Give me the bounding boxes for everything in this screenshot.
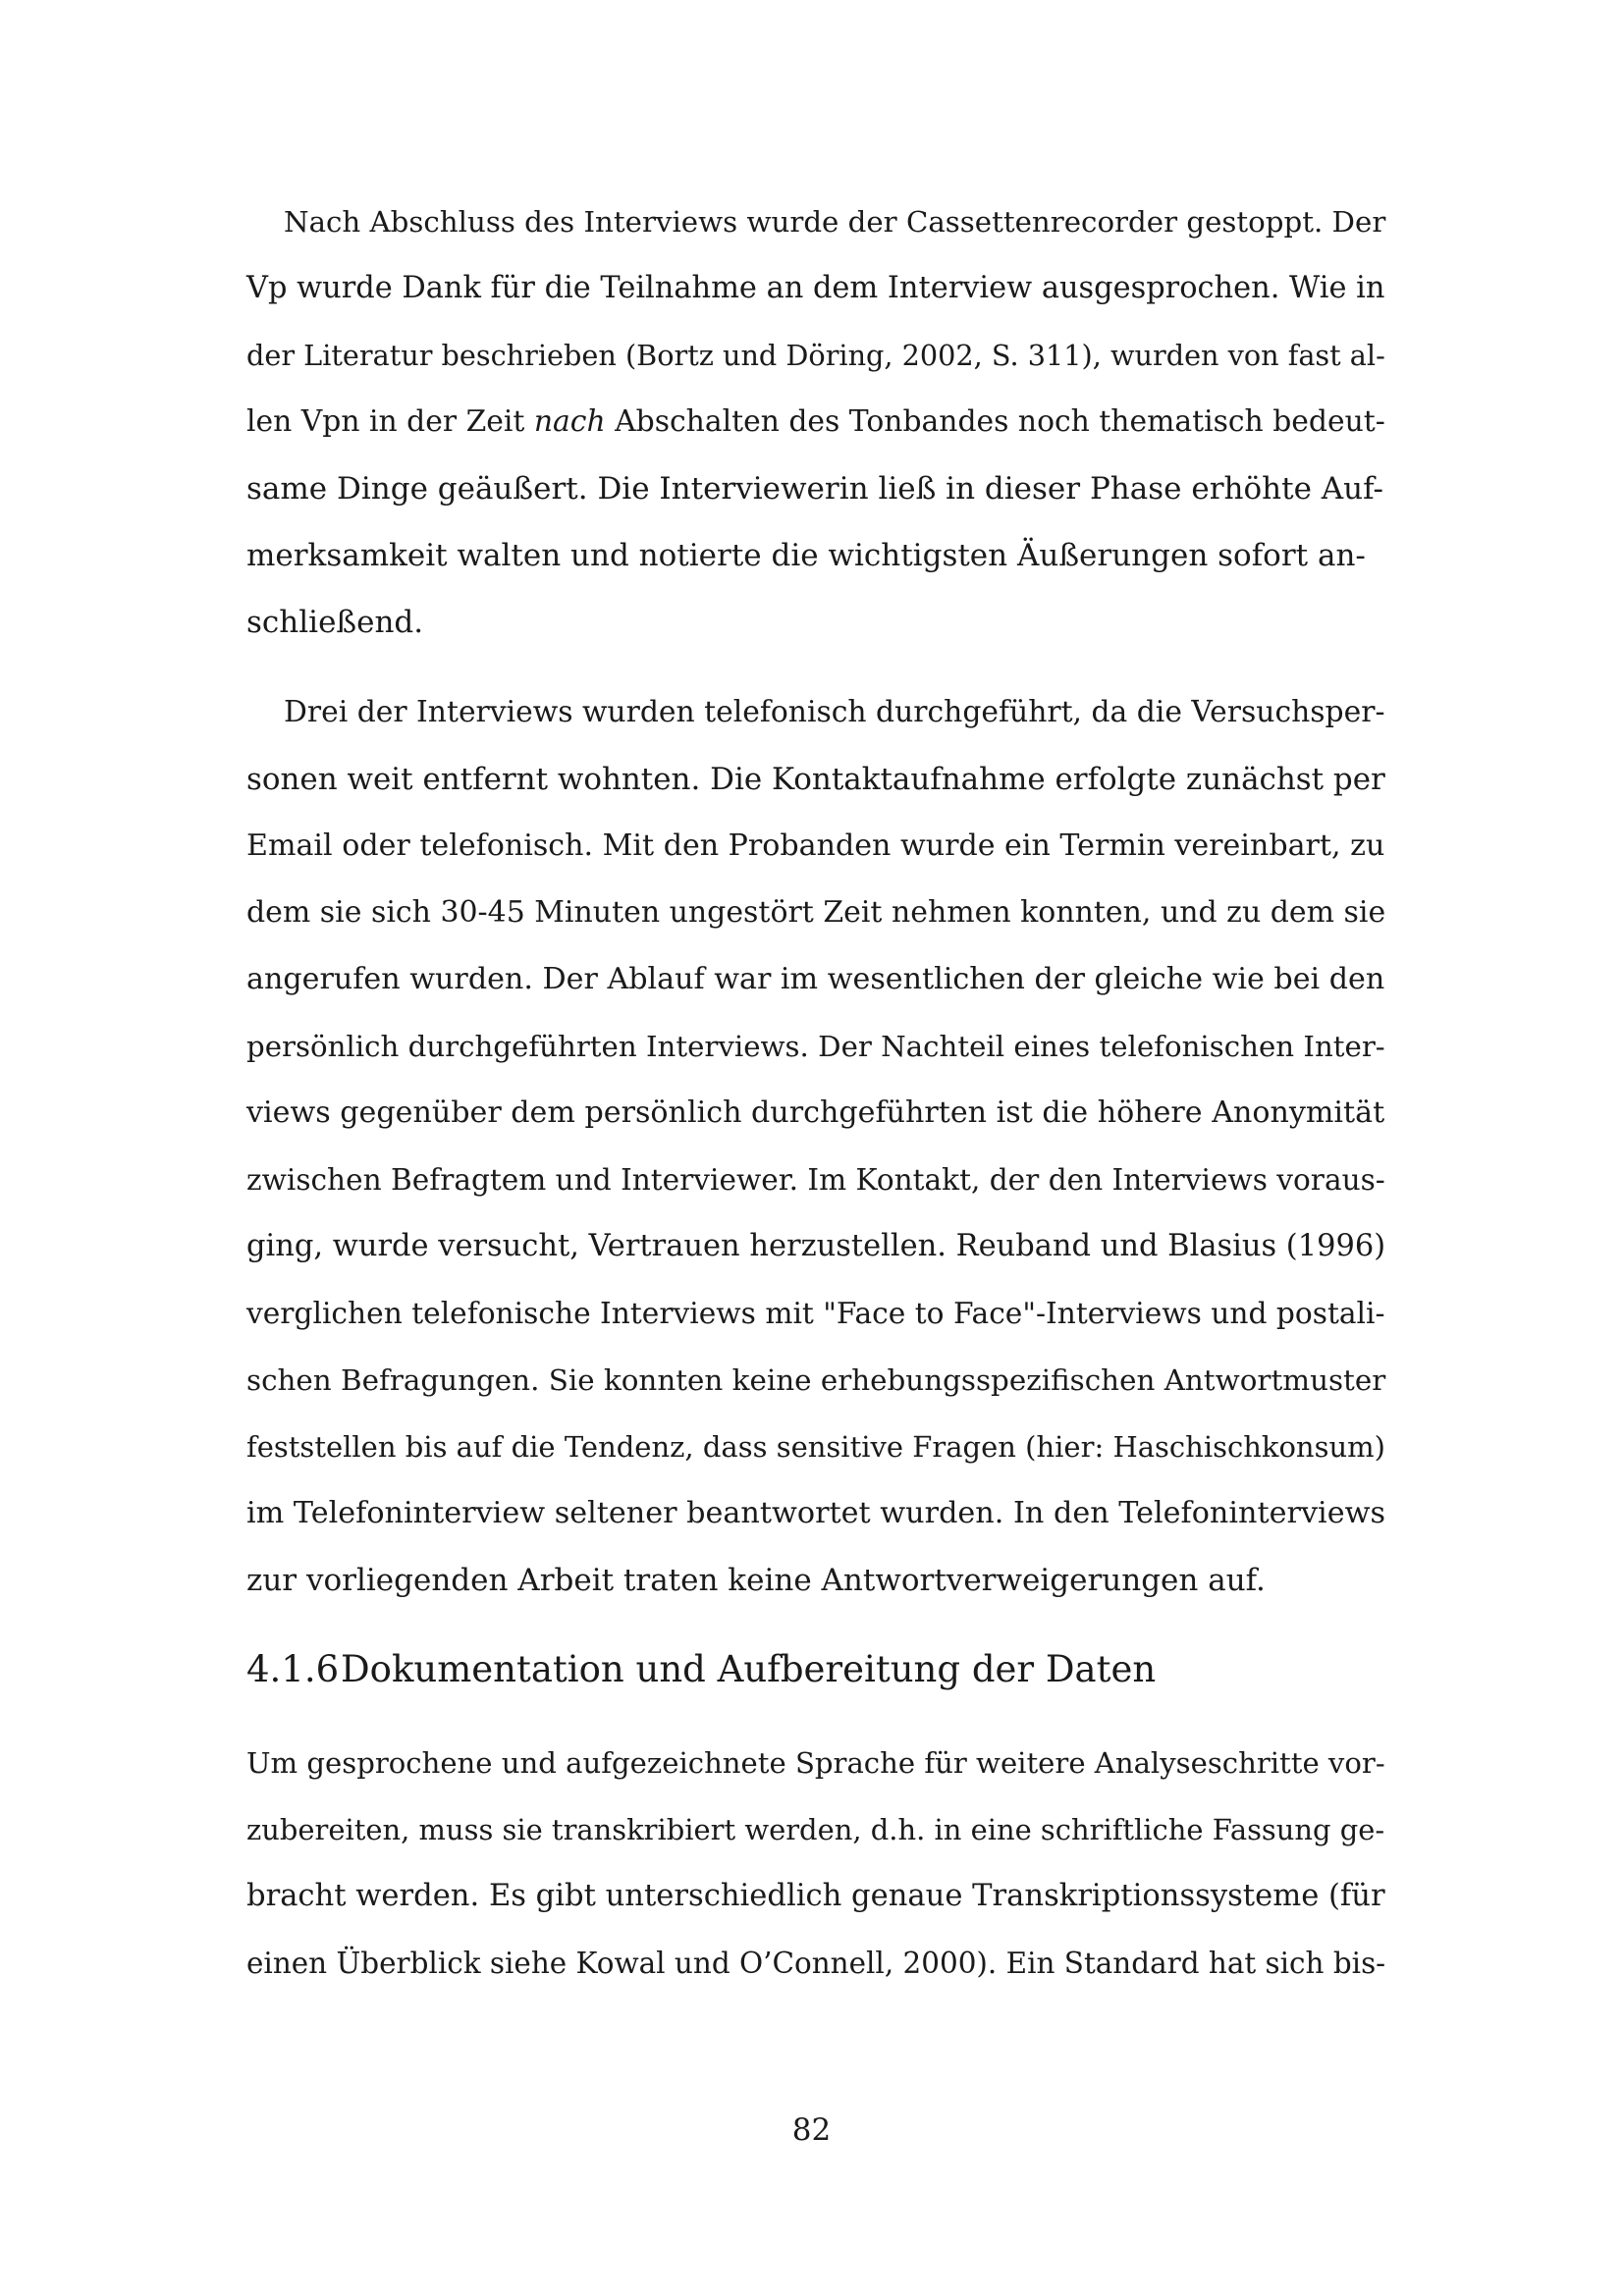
text-line: zur vorliegenden Arbeit traten keine Antwortverweigerungen auf. xyxy=(246,1563,1266,1598)
text-line: zubereiten, muss sie transkribiert werden, d.h. in eine schriftliche Fassung ge- xyxy=(246,1813,1385,1846)
text-line: zwischen Befragtem und Interviewer. Im Kontakt, der den Interviews voraus- xyxy=(246,1163,1385,1197)
text-line: der Literatur beschrieben (Bortz und Döring, 2002, S. 311), wurden von fast al- xyxy=(246,339,1385,372)
section-title: Dokumentation und Aufbereitung der Daten xyxy=(341,1648,1157,1690)
text-line: feststellen bis auf die Tendenz, dass sensitive Fragen (hier: Haschischkonsum) xyxy=(246,1430,1385,1464)
text-line: dem sie sich 30-45 Minuten ungestört Zeit nehmen konnten, und zu dem sie xyxy=(246,895,1386,930)
text-line: Email oder telefonisch. Mit den Probanden wurde ein Termin vereinbart, zu xyxy=(246,828,1385,863)
text-line: schließend. xyxy=(246,605,424,640)
text-line xyxy=(246,402,1385,442)
text-line: einen Überblick siehe Kowal und O’Connell, 2000). Ein Standard hat sich bis- xyxy=(246,1947,1386,1980)
page-number: 82 xyxy=(791,2112,832,2148)
text-line: same Dinge geäußert. Die Interviewerin ließ in dieser Phase erhöhte Auf- xyxy=(246,471,1383,507)
text-line: bracht werden. Es gibt unterschiedlich genaue Transkriptionssysteme (für xyxy=(246,1879,1385,1913)
text-line: persönlich durchgeführten Interviews. Der Nachteil eines telefonischen Inter- xyxy=(246,1030,1385,1063)
section-heading xyxy=(246,1647,1156,1692)
emphasis-text: nach xyxy=(533,404,606,439)
text-line: Nach Abschluss des Interviews wurde der Cassettenrecorder gestoppt. Der xyxy=(284,205,1386,239)
text-line: verglichen telefonische Interviews mit "Face to Face"-Interviews und postali- xyxy=(246,1296,1385,1330)
text-line: Um gesprochene und aufgezeichnete Sprache für weitere Analyseschritte vor- xyxy=(246,1746,1385,1780)
text-line: angerufen wurden. Der Ablauf war im wesentlichen der gleiche wie bei den xyxy=(246,962,1385,996)
text-line: sonen weit entfernt wohnten. Die Kontaktaufnahme erfolgte zunächst per xyxy=(246,762,1385,797)
text-run: Abschalten des Tonbandes noch thematisch bedeut- xyxy=(605,404,1385,439)
text-run: len Vpn in der Zeit xyxy=(246,404,534,439)
text-line: Drei der Interviews wurden telefonisch durchgeführt, da die Versuchsper- xyxy=(284,695,1385,729)
section-number: 4.1.6 xyxy=(246,1648,340,1690)
text-line: im Telefoninterview seltener beantwortet wurden. In den Telefoninterviews xyxy=(246,1496,1385,1530)
text-line: ging, wurde versucht, Vertrauen herzustellen. Reuband und Blasius (1996) xyxy=(246,1229,1386,1263)
text-line: Vp wurde Dank für die Teilnahme an dem Interview ausgesprochen. Wie in xyxy=(246,271,1385,305)
text-line: schen Befragungen. Sie konnten keine erhebungsspezifischen Antwortmuster xyxy=(246,1363,1386,1397)
text-line: views gegenüber dem persönlich durchgeführten ist die höhere Anonymität xyxy=(246,1095,1385,1130)
text-line: merksamkeit walten und notierte die wichtigsten Äußerungen sofort an- xyxy=(246,538,1366,573)
